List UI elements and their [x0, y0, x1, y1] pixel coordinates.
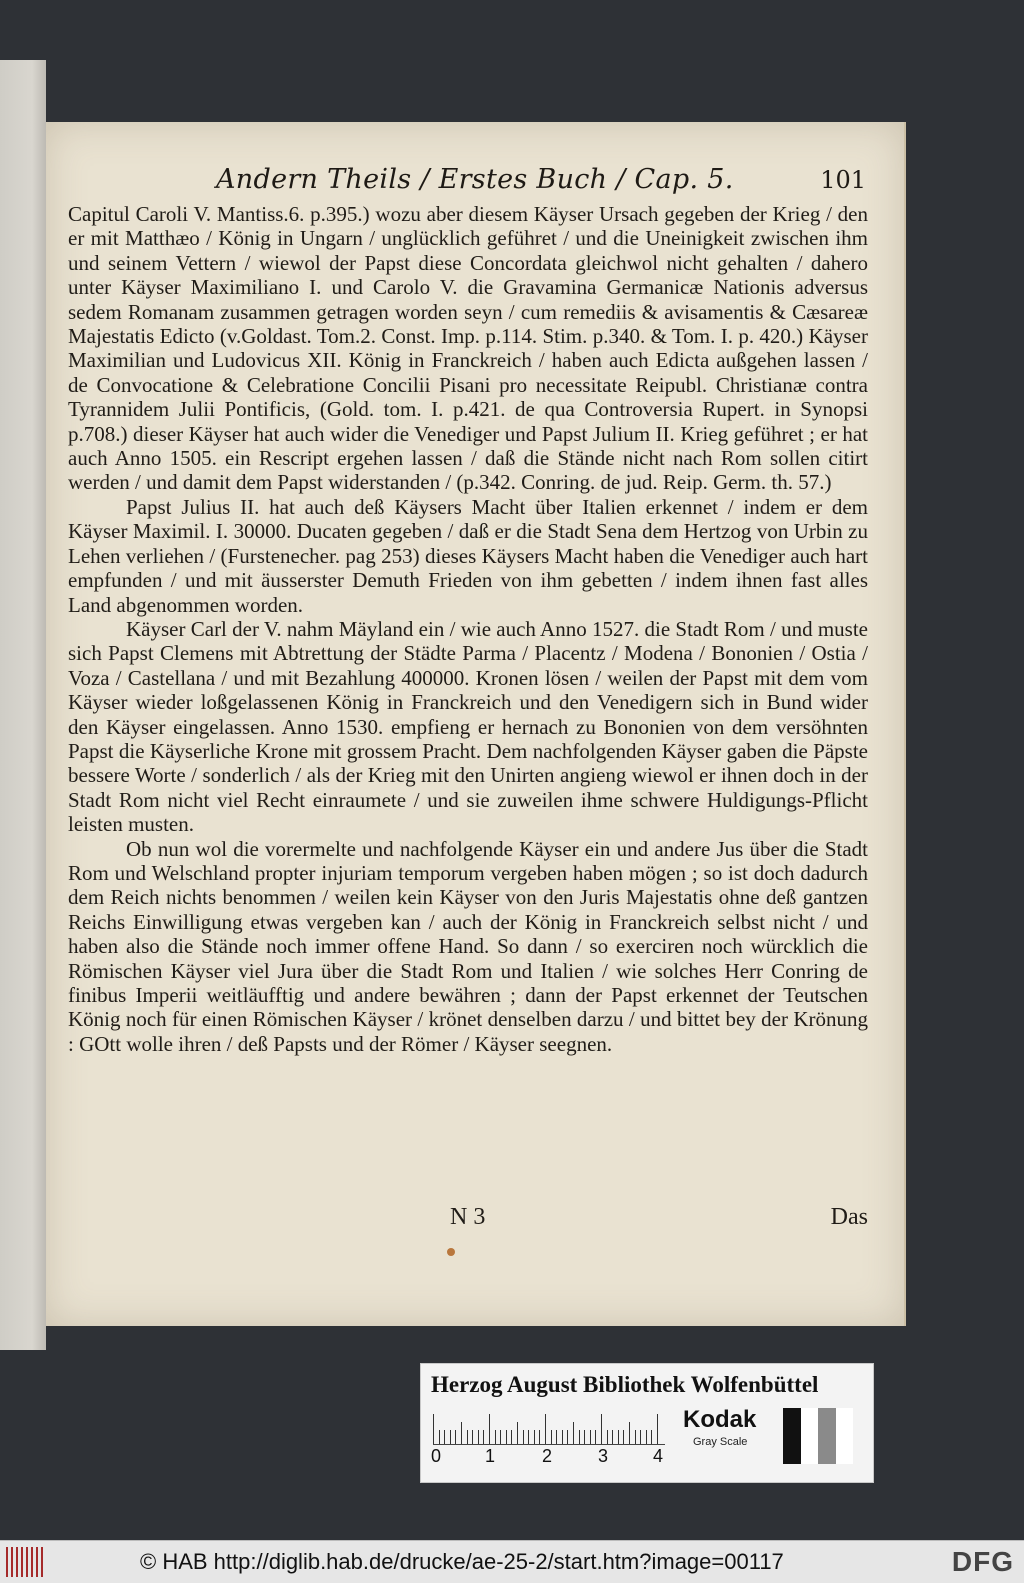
- page-header: [216, 164, 866, 200]
- text-body: [68, 202, 868, 1056]
- ruler-tick: [500, 1430, 501, 1444]
- viewer-footer-bar: [0, 1540, 1024, 1583]
- ruler-tick: [478, 1430, 479, 1444]
- ruler-label: 0: [431, 1446, 442, 1466]
- ruler-tick: [640, 1430, 641, 1444]
- paragraph-4: Ob nun wol die vorermelte und nachfolgende Käyser ein und andere Jus über die Stadt Rom und Welschland propter injuriam temporum vergeben haben mögen ; so ist doch dadurch dem Reich nichts benommen / weilen kein Käyser von den Juris Majestatis ohne deß gantzen Reichs Einwilligung etwas vergeben kan / auch der König in Franckreich selbst nicht / und haben also die Stände noch immer offene Hand. So dann / so exerciren noch würcklich die Römischen Käyser viel Jura über die Stadt Rom und Italien / wie solches Herr Conring de finibus Imperii weitläufftig und andere bewähren ; dann der Papst erkennet der Teutschen König noch für einen Römischen Käyser / krönet denselben darzu / und bittet bey der Krönung : GOtt wolle ihren / deß Papsts und der Römer / Käyser seegnen.: [68, 836, 868, 1056]
- gray-scale-swatches: [783, 1408, 853, 1464]
- ruler-tick: [523, 1430, 524, 1444]
- page-number: 101: [820, 166, 866, 194]
- ruler-tick: [595, 1430, 596, 1444]
- ruler-label: 4: [653, 1446, 664, 1466]
- kodak-logo: Kodak: [683, 1406, 757, 1433]
- ruler-tick: [539, 1430, 540, 1444]
- ruler-tick: [646, 1430, 647, 1444]
- ruler-tick: [461, 1422, 462, 1444]
- ruler-tick: [506, 1430, 507, 1444]
- catchword: Das: [830, 1204, 868, 1230]
- ruler-tick: [472, 1430, 473, 1444]
- ruler-tick: [573, 1422, 574, 1444]
- ruler-label: 1: [485, 1446, 496, 1466]
- swatch-black: [783, 1408, 801, 1464]
- paragraph-1: Capitul Caroli V. Mantiss.6. p.395.) wozu aber diesem Käyser Ursach gegeben der Krieg / den er mit Matthæo / König in Ungarn / unglücklich geführet / und die Uneinigkeit zwischen ihm und seinem Vettern / wiewol der Papst diese Concordata gleichwol nicht gehalten / dahero unter Käyser Maximiliano I. und Carolo V. die Gravamina Germanicæ Nationis adversus sedem Romanam zusammen getragen worden seyn / cum remediis & avisamentis & Cæsareæ Majestatis Edicto (v.Goldast. Tom.2. Const. Imp. p.114. Stim. p.340. & Tom. I. p. 420.) Käyser Maximilian und Ludovicus XII. König in Franckreich / haben auch Edicta außgehen lassen / de Convocatione & Celebratione Concilii Pisani pro necessitate Reipubl. Christianæ contra Tyrannidem Julii Pontificis, (Gold. tom. I. p.421. de qua Controversia Rupert. in Synopsi p.708.) dieser Käyser hat auch wider die Venediger und Papst Julium II. Krieg geführet ; er hat auch Anno 1505. ein Rescript ergehen lassen / daß die Stände nicht nach Rom sollen citirt werden / und damit dem Papst widerstanden / (p.342. Conring. de jud. Reip. Germ. th. 57.): [68, 202, 868, 495]
- ruler-tick: [455, 1430, 456, 1444]
- ruler-tick: [607, 1430, 608, 1444]
- ruler-tick: [562, 1430, 563, 1444]
- ruler-tick: [489, 1414, 490, 1444]
- paper-stain: [447, 1248, 455, 1256]
- hab-barcode-icon: [6, 1547, 46, 1577]
- ruler-tick: [657, 1414, 658, 1444]
- library-name: Herzog August Bibliothek Wolfenbüttel: [431, 1372, 819, 1397]
- ruler-tick: [556, 1430, 557, 1444]
- ruler-tick: [651, 1430, 652, 1444]
- book-page: [46, 122, 906, 1326]
- paragraph-3: Käyser Carl der V. nahm Mäyland ein / wie auch Anno 1527. die Stadt Rom / und muste sich Papst Clemens mit Abtrettung der Städte Parma / Placentz / Modena / Bononien / Ostia / Voza / Castellana / und mit Bezahlung 400000. Kronen lösen / weilen der Papst mit dem vom Käyser wieder loßgelassenen König in Franckreich und den Venedigern sich in Bund wider den Käyser eingelassen. Anno 1530. empfieng er hernach zu Bononien von dem versöhnten Papst die Käyserliche Krone mit grossem Pracht. Dem nachfolgenden Käyser gaben die Päpste bessere Worte / sonderlich / als der Krieg mit den Unirten angieng wiewol er ihnen doch in der Stadt Rom nicht viel Recht einraumete / und sie zuweilen ihme schwere Huldigungs-Pflicht leisten musten.: [68, 616, 868, 837]
- ruler-tick: [618, 1430, 619, 1444]
- ruler-tick: [629, 1422, 630, 1444]
- adjacent-page-edge: [0, 60, 46, 1350]
- ruler-tick: [534, 1430, 535, 1444]
- ruler-labels: [431, 1446, 681, 1470]
- ruler-tick: [450, 1430, 451, 1444]
- ruler-tick: [612, 1430, 613, 1444]
- kodak-subtitle: Gray Scale: [693, 1436, 748, 1448]
- ruler-tick: [584, 1430, 585, 1444]
- ruler-tick: [623, 1430, 624, 1444]
- swatch-gray: [818, 1408, 836, 1464]
- page-footer: [68, 1204, 868, 1238]
- swatch-white-2: [836, 1408, 854, 1464]
- paragraph-2: Papst Julius II. hat auch deß Käysers Macht über Italien erkennet / indem er dem Käyser Maximil. I. 30000. Ducaten gegeben / daß er die Stadt Sena dem Hertzog von Urbin zu Lehen verliehen / (Furstenecher. pag 253) dieses Käysers Macht haben die Venediger auch hart empfunden / und mit äusserster Demuth Frieden von ihm gebetten / indem ihnen fast alles Land abgenommen worden.: [68, 494, 868, 617]
- ruler-tick: [545, 1414, 546, 1444]
- scale-ruler: [433, 1410, 665, 1445]
- ruler-tick: [635, 1430, 636, 1444]
- ruler-tick: [590, 1430, 591, 1444]
- ruler-tick: [528, 1430, 529, 1444]
- ruler-tick: [517, 1422, 518, 1444]
- swatch-white: [801, 1408, 819, 1464]
- ruler-tick: [483, 1430, 484, 1444]
- ruler-tick: [511, 1430, 512, 1444]
- ruler-tick: [579, 1430, 580, 1444]
- ruler-tick: [567, 1430, 568, 1444]
- ruler-tick: [467, 1430, 468, 1444]
- dfg-logo: DFG: [951, 1546, 1014, 1577]
- ruler-label: 2: [542, 1446, 553, 1466]
- library-color-card: [420, 1363, 874, 1483]
- ruler-tick: [444, 1430, 445, 1444]
- ruler-tick: [495, 1430, 496, 1444]
- running-head: Andern Theils / Erstes Buch / Cap. 5.: [216, 164, 734, 195]
- ruler-tick: [439, 1430, 440, 1444]
- ruler-label: 3: [598, 1446, 609, 1466]
- ruler-tick: [433, 1414, 434, 1444]
- ruler-tick: [601, 1414, 602, 1444]
- ruler-tick: [551, 1430, 552, 1444]
- credit-link[interactable]: © HAB http://diglib.hab.de/drucke/ae-25-2/start.htm?image=00117: [140, 1549, 784, 1574]
- signature-mark: N 3: [450, 1204, 486, 1230]
